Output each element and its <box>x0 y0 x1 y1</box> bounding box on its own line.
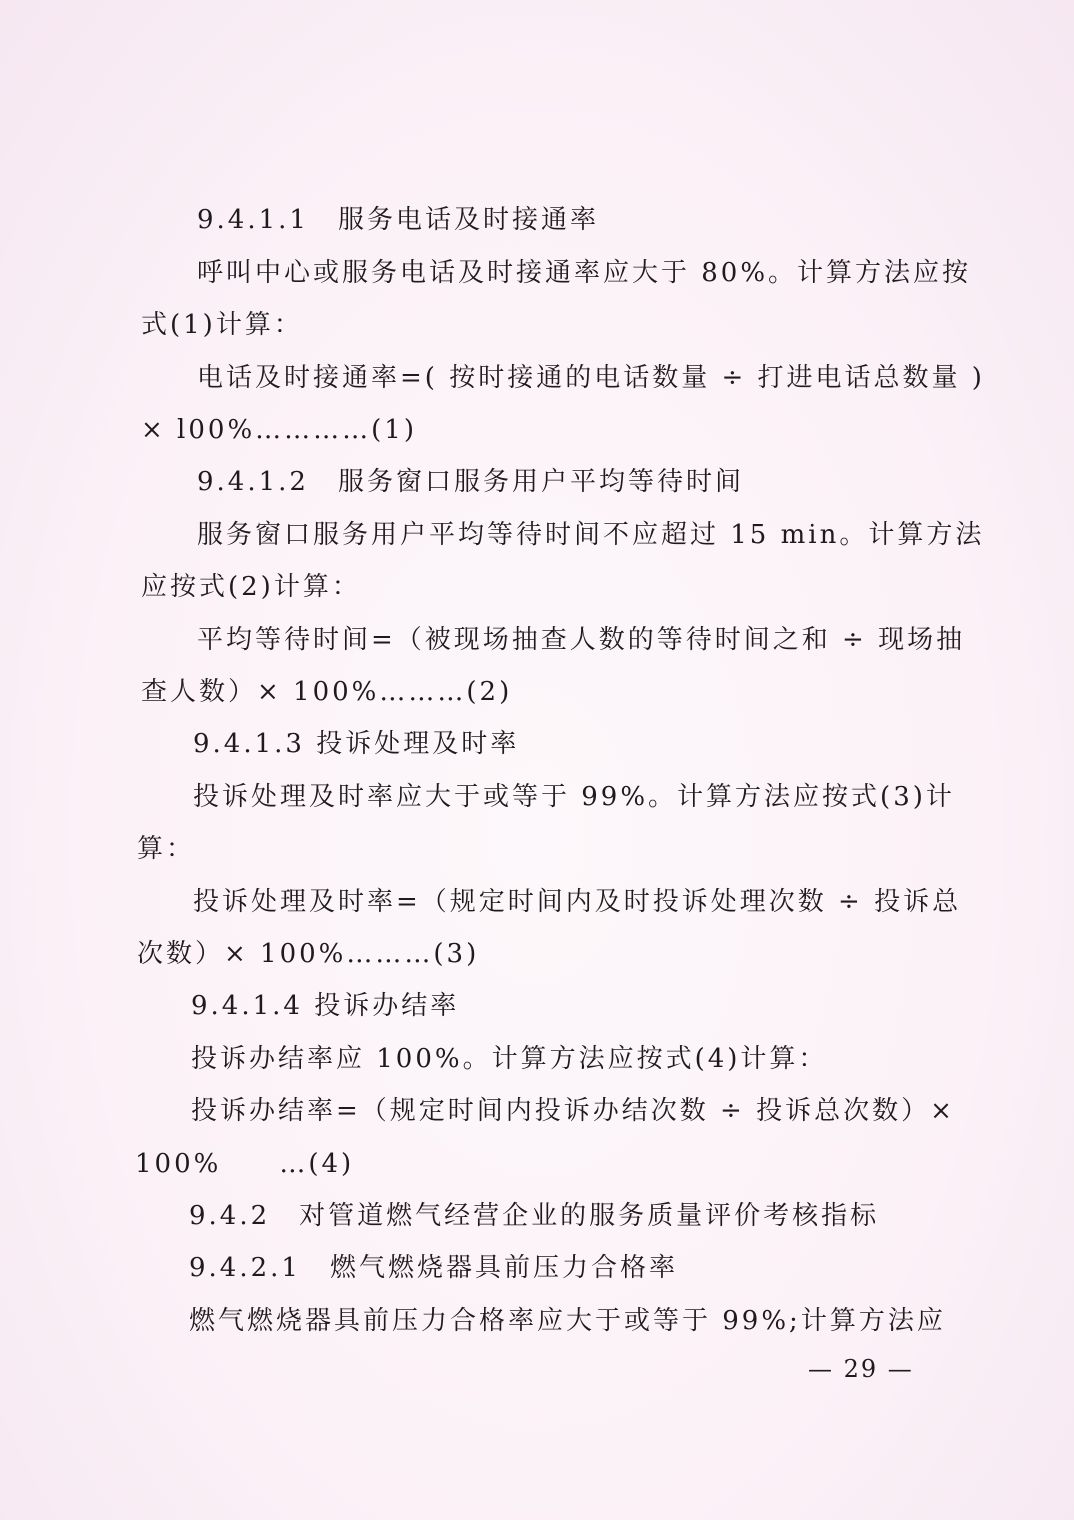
section-heading-9-4-1-1: 9.4.1.1 服务电话及时接通率 <box>197 205 599 235</box>
formula-line: 查人数）× 100%………(2) <box>141 677 513 707</box>
formula-line: 投诉办结率=（规定时间内投诉办结次数 ÷ 投诉总次数）× <box>191 1096 955 1126</box>
paragraph-line: 燃气燃烧器具前压力合格率应大于或等于 99%;计算方法应 <box>189 1306 946 1336</box>
formula-line: 电话及时接通率=( 按时接通的电话数量 ÷ 打进电话总数量 ) <box>197 363 985 393</box>
paragraph-line: 式(1)计算： <box>141 310 303 340</box>
section-heading-9-4-2: 9.4.2 对管道燃气经营企业的服务质量评价考核指标 <box>189 1201 880 1231</box>
formula-line: 平均等待时间=（被现场抽查人数的等待时间之和 ÷ 现场抽 <box>197 625 966 655</box>
paragraph-line: 呼叫中心或服务电话及时接通率应大于 80%。计算方法应按 <box>197 258 972 288</box>
section-heading-9-4-1-3: 9.4.1.3 投诉处理及时率 <box>193 729 520 759</box>
section-heading-9-4-2-1: 9.4.2.1 燃气燃烧器具前压力合格率 <box>189 1253 678 1283</box>
paragraph-line: 服务窗口服务用户平均等待时间不应超过 15 min。计算方法 <box>197 520 985 550</box>
page-number: — 29 — <box>808 1355 914 1383</box>
paragraph-line: 投诉办结率应 100%。计算方法应按式(4)计算： <box>191 1044 828 1074</box>
section-heading-9-4-1-2: 9.4.1.2 服务窗口服务用户平均等待时间 <box>197 467 744 497</box>
formula-line: × l00%…………(1) <box>141 415 417 445</box>
paragraph-line: 算： <box>137 834 196 864</box>
formula-line: 次数）× 100%………(3) <box>137 939 480 969</box>
formula-line: 100% …(4) <box>135 1149 355 1179</box>
formula-line: 投诉处理及时率=（规定时间内及时投诉处理次数 ÷ 投诉总 <box>193 887 962 917</box>
paragraph-line: 应按式(2)计算： <box>141 572 361 602</box>
section-heading-9-4-1-4: 9.4.1.4 投诉办结率 <box>191 991 460 1021</box>
paragraph-line: 投诉处理及时率应大于或等于 99%。计算方法应按式(3)计 <box>193 782 955 812</box>
